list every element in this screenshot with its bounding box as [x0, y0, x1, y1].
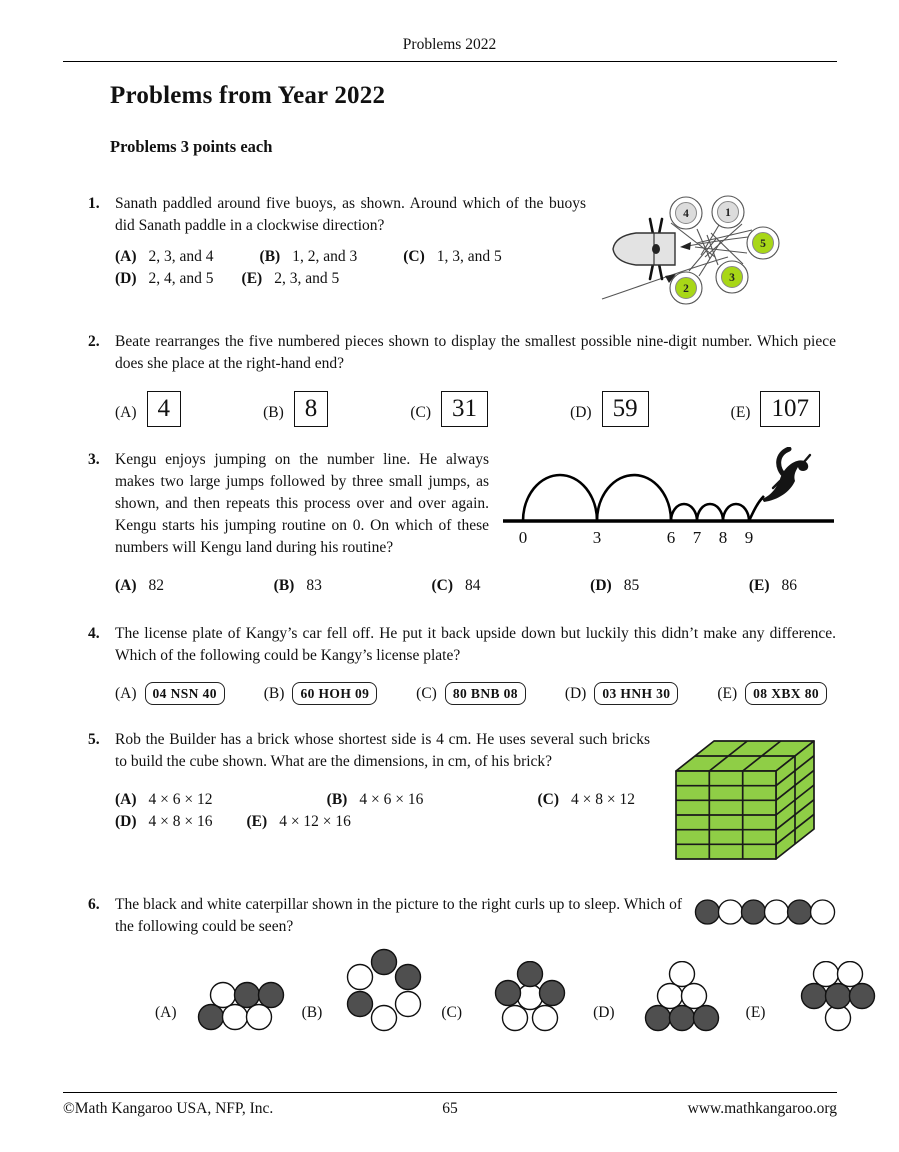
option-letter: (E) [241, 270, 263, 287]
option-letter: (B) [273, 577, 295, 594]
option-2e [731, 391, 820, 427]
number-piece: 8 [294, 391, 329, 427]
cluster-circle [211, 983, 236, 1008]
option-text: 4 × 6 × 12 [148, 791, 213, 809]
problem-1-number: 1. [88, 195, 100, 212]
option-2a [115, 391, 181, 427]
option-5d [115, 811, 213, 833]
option-letter: (C) [410, 404, 431, 421]
option-text: 85 [623, 577, 640, 594]
circle-cluster-a [196, 980, 286, 1032]
option-letter: (B) [263, 684, 285, 702]
problem-2-number: 2. [88, 333, 100, 350]
problem-6 [63, 894, 836, 1032]
footer-website: www.mathkangaroo.org [687, 1100, 837, 1117]
circle-cluster-b [342, 948, 426, 1032]
numberline-label-6: 6 [666, 528, 676, 547]
cluster-circle [502, 1006, 527, 1031]
option-4d [565, 682, 679, 705]
option-letter: (C) [537, 791, 560, 809]
option-3d [590, 575, 639, 597]
cluster-circle [825, 1006, 850, 1031]
caterpillar-segment [718, 900, 742, 924]
cluster-circle [539, 981, 564, 1006]
option-2b [263, 391, 328, 427]
license-plate: 08 XBX 80 [745, 682, 827, 705]
option-letter: (E) [730, 404, 751, 421]
option-1e [242, 268, 340, 290]
page-title: Problems from Year 2022 [110, 82, 386, 109]
cluster-circle [825, 984, 850, 1009]
number-piece: 4 [147, 391, 182, 427]
option-text: 4 × 8 × 16 [148, 813, 213, 831]
buoy-3-label: 3 [729, 272, 735, 284]
boat-icon [613, 219, 675, 279]
cluster-circle [532, 1006, 557, 1031]
option-3b [274, 575, 322, 597]
option-4e [717, 682, 827, 705]
option-text: 4 × 12 × 16 [279, 813, 351, 831]
jump-arcs [523, 475, 764, 521]
option-4c [416, 682, 526, 705]
numberline-label-7: 7 [692, 528, 702, 547]
path-direction-arrow-icon [665, 274, 676, 283]
option-text: 84 [465, 577, 481, 594]
option-letter: (E) [717, 684, 738, 702]
option-3a [115, 575, 164, 597]
cluster-circle [495, 981, 520, 1006]
option-5b [327, 789, 424, 811]
option-1c [403, 246, 502, 268]
cluster-circle [247, 1005, 272, 1030]
kangaroo-icon [762, 449, 810, 502]
option-letter: (B) [326, 791, 348, 809]
problem-5 [63, 729, 836, 866]
option-text: 1, 3, and 5 [436, 248, 502, 265]
cluster-circle [395, 965, 420, 990]
option-4b [264, 682, 378, 705]
option-letter: (D) [115, 270, 137, 287]
cluster-circle [395, 992, 420, 1017]
option-text: 2, 3, and 4 [148, 248, 214, 265]
problem-4 [63, 623, 836, 705]
cluster-circle [682, 984, 707, 1009]
caterpillar-segment [788, 900, 812, 924]
numberline-label-9: 9 [744, 528, 754, 547]
cluster-circle [658, 984, 683, 1009]
numberline-label-0: 0 [518, 528, 528, 547]
option-3c [431, 575, 480, 597]
problem-6-number: 6. [88, 896, 100, 914]
cube-diagram [664, 729, 836, 862]
caterpillar-segment [811, 900, 835, 924]
cluster-circle [670, 1006, 695, 1031]
numberline-label-3: 3 [592, 528, 602, 547]
footer-copyright: ©Math Kangaroo USA, NFP, Inc. [63, 1100, 274, 1117]
buoy-1-label: 1 [725, 207, 731, 219]
option-text: 82 [148, 577, 165, 594]
option-letter: (A) [115, 248, 137, 265]
problem-6-text: The black and white caterpillar shown in the picture to the right curls up to sleep. Which of the following could be seen? [115, 896, 682, 936]
option-text: 2, 3, and 5 [274, 270, 340, 287]
cluster-circle [259, 983, 284, 1008]
number-piece: 107 [760, 391, 820, 427]
buoy-4-label: 4 [683, 208, 689, 220]
option-letter: (A) [115, 404, 137, 421]
option-1a [115, 246, 214, 268]
option-letter-6d: (D) [593, 1004, 615, 1022]
option-1b [260, 246, 358, 268]
problem-1-text: Sanath paddled around five buoys, as shown. Around which of the buoys did Sanath paddle in a clockwise direction? [115, 195, 586, 234]
problem-4-text: The license plate of Kangy’s car fell off. He put it back upside down but luckily this didn’t make any difference. Which of the following could be Kangy’s license plate? [115, 625, 836, 664]
option-letter: (C) [431, 577, 454, 594]
option-letter: (A) [115, 684, 137, 702]
cluster-circle [849, 984, 874, 1009]
problem-1 [63, 193, 836, 307]
arrow-to-boat-icon [680, 242, 691, 250]
option-4a [115, 682, 225, 705]
option-text: 4 × 8 × 12 [571, 791, 635, 809]
caterpillar-segment [695, 900, 719, 924]
option-text: 2, 4, and 5 [148, 270, 214, 287]
number-line-diagram [501, 447, 836, 551]
option-letter: (B) [259, 248, 281, 265]
option-text: 86 [781, 577, 797, 594]
option-letter-6a: (A) [155, 1004, 177, 1022]
cluster-circle [347, 992, 372, 1017]
option-1d [115, 268, 214, 290]
license-plate: 60 HOH 09 [292, 682, 377, 705]
option-letter-6e: (E) [745, 1004, 766, 1022]
cluster-circle [517, 962, 542, 987]
cluster-circle [517, 985, 542, 1010]
option-2c [410, 391, 488, 427]
option-letter: (C) [416, 684, 437, 702]
problem-4-number: 4. [88, 625, 100, 642]
option-2d [570, 391, 649, 427]
numberline-label-8: 8 [718, 528, 728, 547]
option-letter: (E) [748, 577, 770, 594]
page-number: 65 [442, 1100, 458, 1117]
option-text: 83 [306, 577, 322, 594]
option-text: 1, 2, and 3 [292, 248, 358, 265]
number-piece: 31 [441, 391, 488, 427]
page-footer [63, 1092, 837, 1118]
option-letter: (A) [115, 791, 137, 809]
cluster-circle [371, 950, 396, 975]
number-line-labels [519, 528, 754, 547]
caterpillar-diagram [694, 897, 836, 927]
option-letter-6c: (C) [441, 1004, 462, 1022]
cluster-circle [813, 962, 838, 987]
problem-3 [63, 449, 836, 597]
option-5a [115, 789, 213, 811]
license-plate: 04 NSN 40 [145, 682, 225, 705]
circle-cluster-c [482, 961, 578, 1032]
buoy-5-label: 5 [760, 238, 766, 250]
option-5e [247, 811, 351, 833]
section-heading: Problems 3 points each [110, 137, 273, 156]
cluster-circle [347, 965, 372, 990]
problem-5-text: Rob the Builder has a brick whose shortest side is 4 cm. He uses several such bricks to build the cube shown. What are the dimensions, in cm, of his brick? [115, 731, 650, 771]
license-plate: 80 BNB 08 [445, 682, 526, 705]
license-plate: 03 HNH 30 [594, 682, 678, 705]
problem-5-number: 5. [88, 731, 100, 749]
problem-3-text: Kengu enjoys jumping on the number line. He always makes two large jumps followed by three small jumps, as shown, and then repeats this process over and over again. Kengu starts his jumping routine on 0. On which of these numbers will Kengu land during his routine? [115, 451, 489, 556]
option-letter: (A) [115, 577, 137, 594]
cluster-circle [670, 962, 695, 987]
problem-2 [63, 331, 836, 427]
option-letter: (E) [246, 813, 268, 831]
header-rule [63, 61, 837, 62]
option-letter-6b: (B) [301, 1004, 323, 1022]
option-letter: (D) [115, 813, 137, 831]
page-header-title: Problems 2022 [402, 36, 497, 53]
problem-3-number: 3. [88, 451, 100, 468]
option-3e [749, 575, 797, 597]
option-5c [537, 789, 635, 811]
cluster-circle [837, 962, 862, 987]
option-letter: (D) [564, 684, 587, 702]
cluster-circle [371, 1006, 396, 1031]
cluster-circle [646, 1006, 671, 1031]
buoy-course-diagram [598, 187, 836, 305]
option-letter: (B) [263, 404, 284, 421]
cluster-circle [801, 984, 826, 1009]
problem-2-text: Beate rearranges the five numbered pieces shown to display the smallest possible nine-digit number. Which piece does she place at the right-hand end? [115, 333, 836, 372]
cluster-circle [694, 1006, 719, 1031]
option-text: 4 × 6 × 16 [359, 791, 424, 809]
number-piece: 59 [602, 391, 649, 427]
option-letter: (D) [590, 577, 612, 594]
cluster-circle [199, 1005, 224, 1030]
cluster-circle [235, 983, 260, 1008]
caterpillar-segment [741, 900, 765, 924]
circle-cluster-d [634, 961, 730, 1032]
option-letter: (D) [570, 404, 592, 421]
option-letter: (C) [403, 248, 425, 265]
caterpillar-segment [765, 900, 789, 924]
buoy-2-label: 2 [683, 283, 689, 295]
content [63, 72, 836, 1032]
circle-cluster-e [785, 961, 877, 1032]
cluster-circle [223, 1005, 248, 1030]
